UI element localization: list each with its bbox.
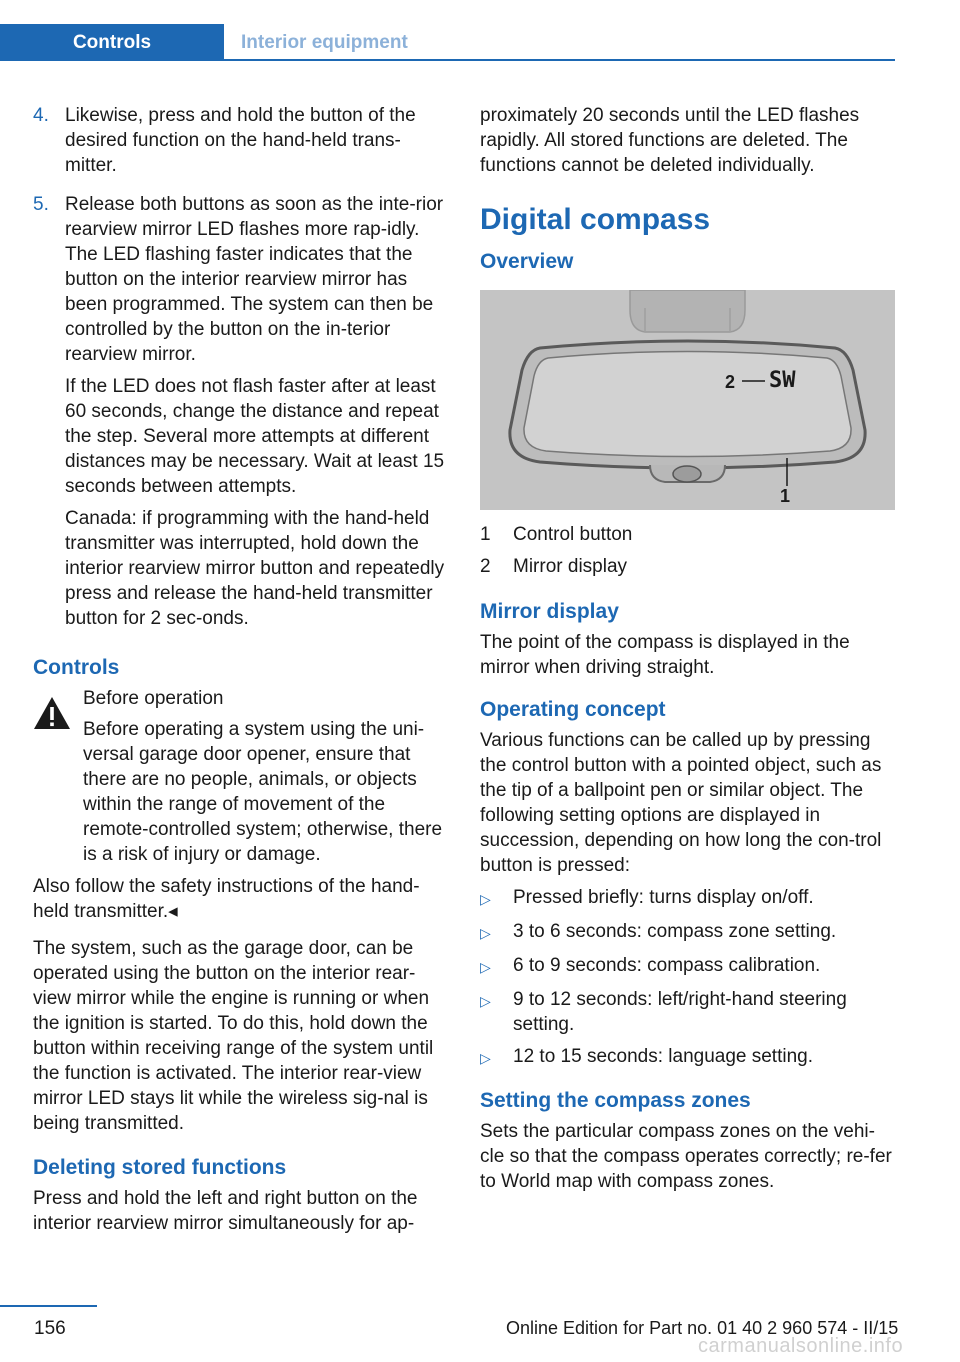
controls-heading: Controls: [33, 656, 120, 679]
step-number: 5.: [33, 194, 49, 215]
deleting-heading: Deleting stored functions: [33, 1156, 287, 1179]
step-text: Canada: if programming with the hand-held transmitter was interrupted, hold down the interior rearview mirror button and repeatedly press and release the hand-held transmitter button for 2 sec-onds.: [65, 508, 445, 629]
warning-title: Before operation: [83, 688, 224, 709]
subsection-tab: Interior equipment: [241, 31, 408, 53]
mirror-figure: [480, 290, 895, 510]
legend-text: Mirror display: [513, 555, 628, 577]
header-rule: [0, 59, 895, 61]
warning-text: Before operating a system using the uni-versal garage door opener, ensure that there are no people, animals, or objects within the range of movement of the remote-controlled system; otherwise, there is a risk of injury or damage.: [83, 719, 443, 865]
list-item: [480, 987, 896, 1037]
overview-heading: Overview: [480, 250, 574, 273]
list-item: [480, 1044, 896, 1071]
list-item-text: 3 to 6 seconds: compass zone setting.: [513, 921, 837, 942]
figure-label-2: 2: [725, 372, 736, 392]
step-5: [33, 192, 447, 638]
page-number: 156: [34, 1318, 66, 1339]
list-item: [480, 953, 896, 980]
list-item: [480, 919, 896, 946]
step-text: If the LED does not flash faster after at least 60 seconds, change the distance and repeat the step. Several more attempts at different distances may be necessary. Wait at least 15 seconds between attempts.: [65, 376, 445, 497]
continuation-text: proximately 20 seconds until the LED flashes rapidly. All stored functions are deleted. The functions cannot be deleted individually.: [480, 105, 860, 176]
deleting-text: Press and hold the left and right button on the interior rearview mirror simultaneously for ap-: [33, 1188, 418, 1234]
legend-item: [480, 518, 896, 550]
legend-number: 2: [480, 555, 491, 577]
list-item-text: 12 to 15 seconds: language setting.: [513, 1046, 814, 1067]
legend-item: [480, 550, 896, 582]
section-tab: Controls: [0, 24, 224, 61]
list-item: [480, 885, 896, 912]
triangle-bullet-icon: ▷: [480, 891, 491, 907]
system-text: The system, such as the garage door, can be operated using the button on the interior rear-view mirror while the engine is running or when the ignition is started. To do this, hold down the button within receiving range of the system until the function is activated. The interior rear-view mirror LED stays lit while the wireless sig-nal is being transmitted.: [33, 938, 434, 1134]
triangle-bullet-icon: ▷: [480, 925, 491, 941]
footer-rule: [0, 1305, 97, 1307]
operating-concept-heading: Operating concept: [480, 698, 666, 721]
warning-block: [33, 686, 447, 867]
mirror-display-text: The point of the compass is displayed in the mirror when driving straight.: [480, 632, 850, 678]
operating-concept-text: Various functions can be called up by pressing the control button with a pointed object, such as the tip of a ballpoint pen or similar object. The following setting options are displayed in succession, depending on how long the con-trol button is pressed:: [480, 730, 882, 876]
warning-followup: Also follow the safety instructions of the hand-held transmitter.◂: [33, 876, 420, 922]
options-list: [480, 885, 896, 1071]
triangle-bullet-icon: ▷: [480, 993, 491, 1009]
right-column: [480, 103, 896, 1201]
watermark: carmanualsonline.info: [698, 1335, 904, 1357]
compass-display-text: SW: [769, 368, 796, 393]
left-column: [33, 103, 447, 1243]
step-text: Release both buttons as soon as the inte-rior rearview mirror LED flashes more rap-idly. The LED flashing faster indicates that the button on the interior rearview mirror has been programmed. The system can then be controlled by the button on the in-terior rearview mirror.: [65, 194, 444, 365]
step-number: 4.: [33, 105, 49, 126]
legend-number: 1: [480, 523, 491, 545]
edition-text: Online Edition for Part no. 01 40 2 960 574 - II/15: [506, 1318, 899, 1338]
legend-text: Control button: [513, 523, 633, 545]
list-item-text: Pressed briefly: turns display on/off.: [513, 887, 814, 908]
compass-heading: Digital compass: [480, 203, 711, 236]
figure-legend: [480, 518, 896, 582]
triangle-bullet-icon: ▷: [480, 1050, 491, 1066]
warning-triangle-icon: [33, 696, 71, 730]
triangle-bullet-icon: ▷: [480, 959, 491, 975]
list-item-text: 6 to 9 seconds: compass calibration.: [513, 955, 821, 976]
rearview-mirror-illustration: [480, 290, 895, 510]
list-item-text: 9 to 12 seconds: left/right-hand steering setting.: [513, 989, 847, 1035]
step-4: [33, 103, 447, 185]
mirror-display-heading: Mirror display: [480, 600, 619, 623]
figure-label-1: 1: [780, 486, 791, 506]
step-text: Likewise, press and hold the button of the desired function on the hand-held trans-mitter.: [65, 105, 416, 176]
compass-zones-text: Sets the particular compass zones on the vehi-cle so that the compass operates correctly; re-fer to World map with compass zones.: [480, 1121, 892, 1192]
compass-zones-heading: Setting the compass zones: [480, 1089, 751, 1112]
